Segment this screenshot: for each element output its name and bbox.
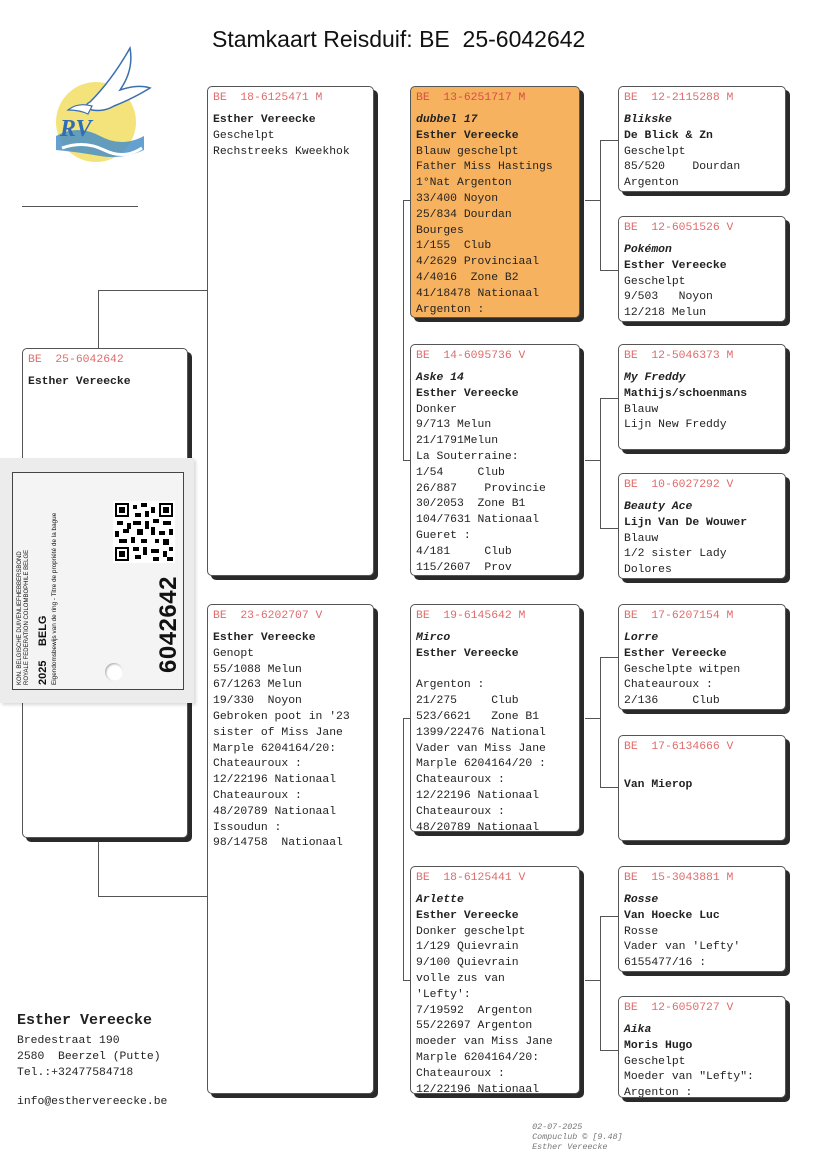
owner-phone: Tel.:+32477584718: [17, 1067, 134, 1079]
breeder-name: Van Hoecke Luc: [624, 909, 720, 922]
ring-number: BE 12-6051526 V: [624, 222, 734, 234]
pigeon-name: Mirco: [416, 632, 451, 644]
ring-number: BE 18-6125441 V: [416, 872, 526, 884]
connector-ggp4: [600, 528, 620, 529]
detail-line: 4/4016 Zone B2: [416, 271, 519, 284]
ring-number: BE 15-3043881 M: [624, 872, 734, 884]
detail-line: Chateauroux :: [416, 1067, 505, 1080]
detail-line: Blauw: [624, 403, 659, 416]
connector-sire-gp: [403, 200, 404, 460]
ring-number: BE 12-2115288 M: [624, 92, 734, 104]
detail-line: 2/136 Club: [624, 695, 720, 708]
detail-line: Bourges: [416, 224, 464, 237]
ring-number: BE 25-6042642: [28, 354, 124, 366]
detail-line: Vader van 'Lefty': [624, 941, 741, 954]
connector-gp1-ggp-h: [585, 200, 600, 201]
owner-address: [17, 1013, 161, 1081]
detail-line: Geschelpt: [624, 145, 686, 158]
detail-line: Marple 6204164/20 :: [416, 758, 546, 771]
pigeon-details: [624, 371, 780, 434]
pigeon-name: Arlette: [416, 894, 464, 906]
pigeon-details: [624, 762, 780, 794]
logo-text: RV: [60, 116, 92, 142]
detail-line: 1°Nat Argenton: [416, 177, 512, 190]
detail-line: Geschelpt: [624, 275, 686, 288]
detail-line: 25/834 Dourdan: [416, 208, 512, 221]
connector-gp4-ggp: [600, 916, 601, 1050]
punch-hole: [105, 663, 123, 681]
page-title: Stamkaart Reisduif: BE 25-6042642: [212, 26, 586, 52]
connector-ggp2: [600, 270, 620, 271]
connector-gp2-ggp: [600, 398, 601, 528]
footer-software: Compuclub © [9.48]: [532, 1132, 623, 1142]
detail-line: [416, 663, 574, 679]
detail-line: 41/18478 Nationaal: [416, 287, 540, 300]
breeder-name: Lijn Van De Wouwer: [624, 516, 748, 529]
breeder-name: Esther Vereecke: [28, 376, 131, 388]
qr-code-icon: [113, 501, 175, 563]
connector-ggp5: [600, 657, 620, 658]
ring-card-frame: [12, 472, 184, 690]
detail-line: 12/22196 Nationaal: [213, 774, 337, 787]
ring-number: BE 12-6050727 V: [624, 1002, 734, 1014]
breeder-name: Esther Vereecke: [416, 387, 519, 400]
detail-line: 55/22697 Argenton: [416, 1020, 533, 1033]
connector-subject-dam-h: [98, 896, 208, 897]
detail-line: 9/100 Quievrain: [416, 957, 519, 970]
pigeon-name: dubbel 17: [416, 114, 478, 126]
connector-gp3-ggp-h: [585, 718, 600, 719]
detail-line: 1/129 Quievrain: [416, 941, 519, 954]
pigeon-name: Pokémon: [624, 244, 672, 256]
detail-line: 21/1791Melun: [416, 435, 499, 448]
detail-line: Argenton :: [624, 1087, 693, 1098]
ring-ownership-card: [0, 458, 194, 703]
detail-line: Argenton :: [416, 303, 485, 316]
detail-line: 19/330 Noyon: [213, 695, 302, 708]
connector-gp3-ggp: [600, 657, 601, 787]
detail-line: Marple 6204164/20:: [416, 1051, 540, 1064]
org-name-fr: ROYALE FEDERATION COLOMBOPHILE BELGE: [24, 549, 30, 685]
detail-line: Marple 6204164/20:: [213, 742, 337, 755]
detail-line: 12/22196 Nationaal: [416, 789, 540, 802]
pigeon-details: [624, 113, 780, 192]
detail-line: Chateauroux :: [624, 679, 713, 692]
detail-line: 9/713 Melun: [416, 419, 492, 432]
pigeon-card-grandsire-paternal[interactable]: [410, 86, 580, 318]
owner-street: Bredestraat 190: [17, 1035, 120, 1047]
detail-line: Argenton: [624, 177, 679, 190]
pigeon-details: [28, 375, 182, 391]
ring-number: BE 13-6251717 M: [416, 92, 526, 104]
footer-date: 02-07-2025: [532, 1122, 583, 1132]
pigeon-details: [624, 893, 780, 972]
owner-email[interactable]: info@esthervereecke.be: [17, 1096, 168, 1108]
detail-line: Moeder van "Lefty":: [624, 1071, 754, 1084]
breeder-name: Esther Vereecke: [213, 632, 316, 644]
breeder-name: Esther Vereecke: [213, 114, 316, 126]
detail-line: 12/218 Melun: [624, 307, 707, 320]
connector-subject-dam: [98, 840, 99, 896]
ring-number: BE 10-6027292 V: [624, 479, 734, 491]
pigeon-details: [416, 893, 574, 1094]
ring-country: BELG: [37, 615, 49, 647]
detail-line: volle zus van: [416, 972, 505, 985]
pigeon-name: Aske 14: [416, 372, 464, 384]
detail-line: Argenton :: [416, 679, 485, 692]
pigeon-name: Beauty Ace: [624, 501, 693, 513]
ring-number: BE 19-6145642 M: [416, 610, 526, 622]
pigeon-card-granddam-maternal[interactable]: [410, 866, 580, 1094]
detail-line: 48/20789 Nationaal: [416, 821, 540, 832]
pigeon-card-ggp-3[interactable]: [618, 344, 786, 450]
connector-ggp1: [600, 140, 620, 141]
pigeon-card-grandsire-maternal[interactable]: [410, 604, 580, 832]
detail-line: sister of Miss Jane: [213, 726, 343, 739]
detail-line: Issoudun :: [213, 821, 282, 834]
ring-number: 6042642: [155, 576, 182, 673]
detail-line: 523/6621 Zone B1: [416, 710, 540, 723]
detail-line: Genopt: [213, 647, 255, 660]
detail-line: 98/14758 Nationaal: [213, 837, 343, 850]
breeder-name: Esther Vereecke: [416, 909, 519, 922]
ring-number: BE 17-6134666 V: [624, 741, 734, 753]
detail-line: [624, 762, 780, 778]
detail-line: 30/2053 Zone B1: [416, 498, 526, 511]
detail-line: moeder van Miss Jane: [416, 1036, 553, 1049]
detail-line: 1/54 Club: [416, 466, 505, 479]
pigeon-name: Lorre: [624, 632, 659, 644]
ring-number: BE 23-6202707 V: [213, 610, 323, 622]
pigeon-details: [624, 1023, 780, 1098]
detail-line: Gebroken poot in '23: [213, 710, 350, 723]
breeder-name: Esther Vereecke: [416, 647, 519, 660]
detail-line: Rosse: [624, 925, 659, 938]
detail-line: Donker geschelpt: [416, 925, 526, 938]
detail-line: 4/181 Club: [416, 545, 512, 558]
pigeon-details: [213, 631, 368, 852]
detail-line: 21/275 Club: [416, 695, 519, 708]
detail-line: 12/22196 Nationaal: [416, 1083, 540, 1094]
pigeon-card-ggp-5[interactable]: [618, 604, 786, 710]
breeder-name: De Blick & Zn: [624, 129, 713, 142]
detail-line: 9/503 Noyon: [624, 291, 713, 304]
detail-line: 48/20789 Nationaal: [213, 805, 337, 818]
pigeon-card-ggp-2[interactable]: [618, 216, 786, 322]
detail-line: 1399/22476 National: [416, 726, 546, 739]
detail-line: 1/2 sister Lady: [624, 548, 727, 561]
detail-line: Chateauroux :: [213, 758, 302, 771]
pigeon-name: Blikske: [624, 114, 672, 126]
owner-name: Esther Vereecke: [17, 1012, 153, 1029]
pigeon-card-ggp-4[interactable]: [618, 473, 786, 579]
detail-line: 7/19592 Argenton: [416, 1004, 533, 1017]
detail-line: Chateauroux :: [213, 789, 302, 802]
detail-line: Geschelpte witpen: [624, 663, 741, 676]
pigeon-details: [624, 243, 780, 322]
pigeon-details: [213, 113, 368, 160]
owner-city: 2580 Beerzel (Putte): [17, 1051, 161, 1063]
connector-ggp7: [600, 916, 620, 917]
breeder-name: Esther Vereecke: [624, 259, 727, 272]
pigeon-card-ggp-8[interactable]: [618, 996, 786, 1098]
detail-line: 104/7631 Nationaal: [416, 514, 540, 527]
breeder-name: Esther Vereecke: [416, 129, 519, 142]
detail-line: La Souterraine:: [416, 450, 519, 463]
detail-line: Chateauroux :: [416, 805, 505, 818]
connector-gp4-ggp-h: [585, 980, 600, 981]
pigeon-card-dam[interactable]: [207, 604, 374, 1094]
ring-card-rotated-text: [17, 475, 77, 685]
connector-subject-sire: [98, 290, 99, 350]
breeder-name: Moris Hugo: [624, 1039, 693, 1052]
pigeon-details: [416, 631, 574, 832]
detail-line: 33/400 Noyon: [416, 192, 499, 205]
detail-line: Geschelpt: [213, 129, 275, 142]
pigeon-card-sire[interactable]: [207, 86, 374, 576]
detail-line: Gueret :: [416, 529, 471, 542]
breeder-name: Esther Vereecke: [624, 647, 727, 660]
detail-line: 26/887 Provincie: [416, 482, 546, 495]
detail-line: Lijn New Freddy: [624, 419, 727, 432]
pigeon-details: [416, 371, 574, 576]
breeder-name: Mathijs/schoenmans: [624, 387, 748, 400]
connector-gp2-ggp-h: [585, 460, 600, 461]
pigeon-name: Rosse: [624, 894, 659, 906]
connector-ggp6: [600, 787, 620, 788]
detail-line: 1/155 Club: [416, 240, 492, 253]
ring-number: BE 14-6095736 V: [416, 350, 526, 362]
pigeon-details: [624, 631, 780, 710]
detail-line: Blauw: [624, 532, 659, 545]
detail-line: 55/1088 Melun: [213, 663, 302, 676]
breeder-name: Van Mierop: [624, 778, 693, 791]
pigeon-card-granddam-paternal[interactable]: [410, 344, 580, 576]
ring-year: 2025: [37, 660, 49, 685]
logo-underline: [22, 206, 138, 207]
ring-number: BE 17-6207154 M: [624, 610, 734, 622]
connector-ggp3: [600, 398, 620, 399]
connector-dam-gp: [403, 718, 404, 980]
detail-line: 85/520 Dourdan: [624, 161, 741, 174]
detail-line: 115/2607 Prov: [416, 561, 512, 574]
ring-number: BE 18-6125471 M: [213, 92, 323, 104]
pigeon-card-ggp-1[interactable]: [618, 86, 786, 192]
detail-line: Blauw geschelpt: [416, 145, 519, 158]
detail-line: Father Miss Hastings: [416, 161, 553, 174]
detail-line: 6155477/16 :: [624, 957, 707, 970]
detail-line: Geschelpt: [624, 1055, 686, 1068]
detail-line: Dolores: [624, 564, 672, 577]
page-footer: [522, 1112, 637, 1152]
ring-number: BE 12-5046373 M: [624, 350, 734, 362]
pigeon-card-ggp-7[interactable]: [618, 866, 786, 972]
connector-gp1-ggp: [600, 140, 601, 270]
connector-subject-sire-h: [98, 290, 208, 291]
detail-line: Vader van Miss Jane: [416, 742, 546, 755]
dove-sun-logo: [38, 40, 168, 170]
detail-line: 'Lefty':: [416, 988, 471, 1001]
pigeon-name: My Freddy: [624, 372, 686, 384]
pigeon-name: Aika: [624, 1024, 652, 1036]
detail-line: 67/1263 Melun: [213, 679, 302, 692]
pigeon-card-ggp-6[interactable]: [618, 735, 786, 841]
pigeon-details: [624, 500, 780, 579]
detail-line: Rechstreeks Kweekhok: [213, 145, 350, 158]
org-name-nl: KON. BELGISCHE DUIVENLIEFHEBBERSBOND: [17, 551, 23, 685]
detail-line: 4/2629 Provinciaal: [416, 256, 540, 269]
detail-line: Chateauroux :: [416, 774, 505, 787]
footer-owner: Esther Vereecke: [532, 1142, 608, 1152]
pigeon-details: [416, 113, 574, 318]
ring-card-title: Eigendomsbewijs van de ring - Titre de propriété de la bague: [51, 512, 58, 685]
connector-ggp8: [600, 1050, 620, 1051]
detail-line: Donker: [416, 403, 458, 416]
